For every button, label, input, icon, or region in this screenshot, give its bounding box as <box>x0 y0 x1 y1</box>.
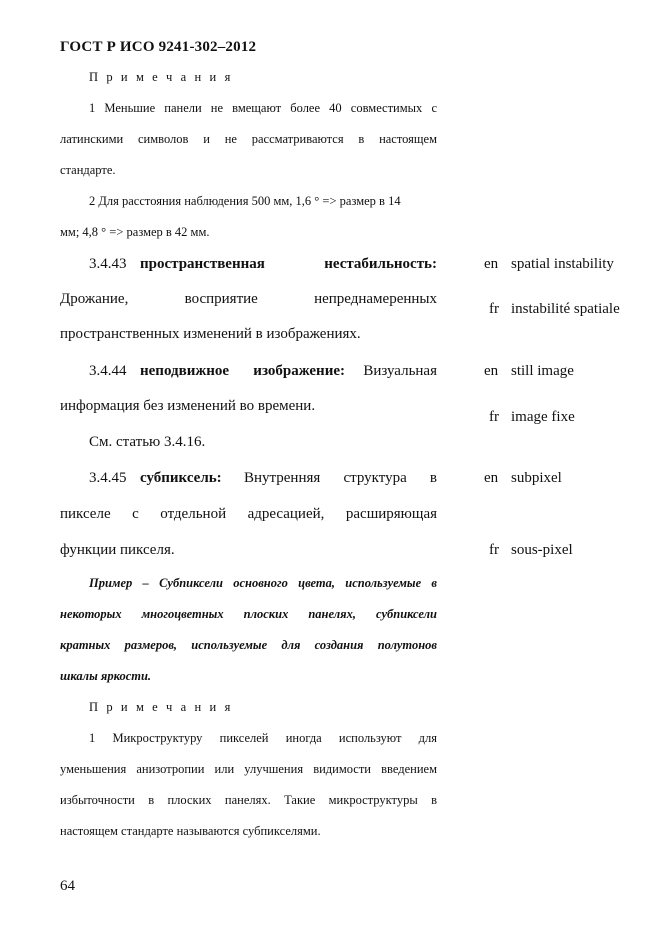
term-english: spatial instability <box>511 256 614 272</box>
note-text: 1 Меньшие панели не вмещают более 40 совместимых с <box>89 101 437 115</box>
note-title: П р и м е ч а н и я <box>89 70 233 84</box>
note-text: мм; 4,8 ° => размер в 42 мм. <box>60 225 210 239</box>
lang-label-fr: fr <box>489 409 499 425</box>
note-text: избыточности в плоских панелях. Такие микроструктуры в <box>60 793 437 807</box>
term-english: still image <box>511 363 574 379</box>
example-text: кратных размеров, используемые для создания полутонов <box>60 638 437 652</box>
note-text: 2 Для расстояния наблюдения 500 мм, 1,6 ° => размер в 14 <box>89 194 401 208</box>
example-text: некоторых многоцветных плоских панелях, субпиксели <box>60 607 437 621</box>
note-text: настоящем стандарте называются субпикселями. <box>60 824 321 838</box>
term-french: instabilité spatiale <box>511 301 620 317</box>
note-text: уменьшения анизотропии или улучшения видимости введением <box>60 762 437 776</box>
term-french: sous-pixel <box>511 542 573 558</box>
note-text: стандарте. <box>60 163 116 177</box>
example-text: шкалы яркости. <box>60 669 152 683</box>
term-entry-3-4-43 <box>89 256 437 273</box>
page-number: 64 <box>60 878 75 894</box>
lang-label-en: en <box>484 256 499 272</box>
term-definition: Дрожание, восприятие непреднамеренных <box>60 291 437 307</box>
term-number: 3.4.45 <box>89 470 127 486</box>
example-text: Пример – Субпиксели основного цвета, используемые в <box>89 576 437 590</box>
cross-reference: См. статью 3.4.16. <box>89 434 206 450</box>
term-name: неподвижное изображение: <box>140 363 345 379</box>
lang-label-fr: fr <box>489 301 499 317</box>
term-definition: Внутренняя структура в <box>244 470 437 486</box>
note-title: П р и м е ч а н и я <box>89 700 233 714</box>
page-header: ГОСТ Р ИСО 9241-302–2012 <box>60 39 257 55</box>
term-entry-3-4-44 <box>89 363 437 380</box>
term-definition: Визуальная <box>363 363 437 379</box>
note-text: латинскими символов и не рассматриваются в настоящем <box>60 132 437 146</box>
term-english: subpixel <box>511 470 562 486</box>
term-french: image fixe <box>511 409 575 425</box>
term-entry-3-4-45 <box>89 470 437 487</box>
note-text: 1 Микроструктуру пикселей иногда используют для <box>89 731 437 745</box>
term-number: 3.4.44 <box>89 363 127 379</box>
lang-label-en: en <box>484 470 499 486</box>
term-definition: функции пикселя. <box>60 542 175 558</box>
term-number: 3.4.43 <box>89 256 127 272</box>
term-definition: пространственных изменений в изображениях. <box>60 326 361 342</box>
lang-label-fr: fr <box>489 542 499 558</box>
term-definition: пикселе с отдельной адресацией, расширяющая <box>60 506 437 522</box>
term-name: субпиксель: <box>140 470 222 486</box>
term-definition: информация без изменений во времени. <box>60 398 316 414</box>
term-name: пространственная нестабильность: <box>140 256 437 272</box>
lang-label-en: en <box>484 363 499 379</box>
